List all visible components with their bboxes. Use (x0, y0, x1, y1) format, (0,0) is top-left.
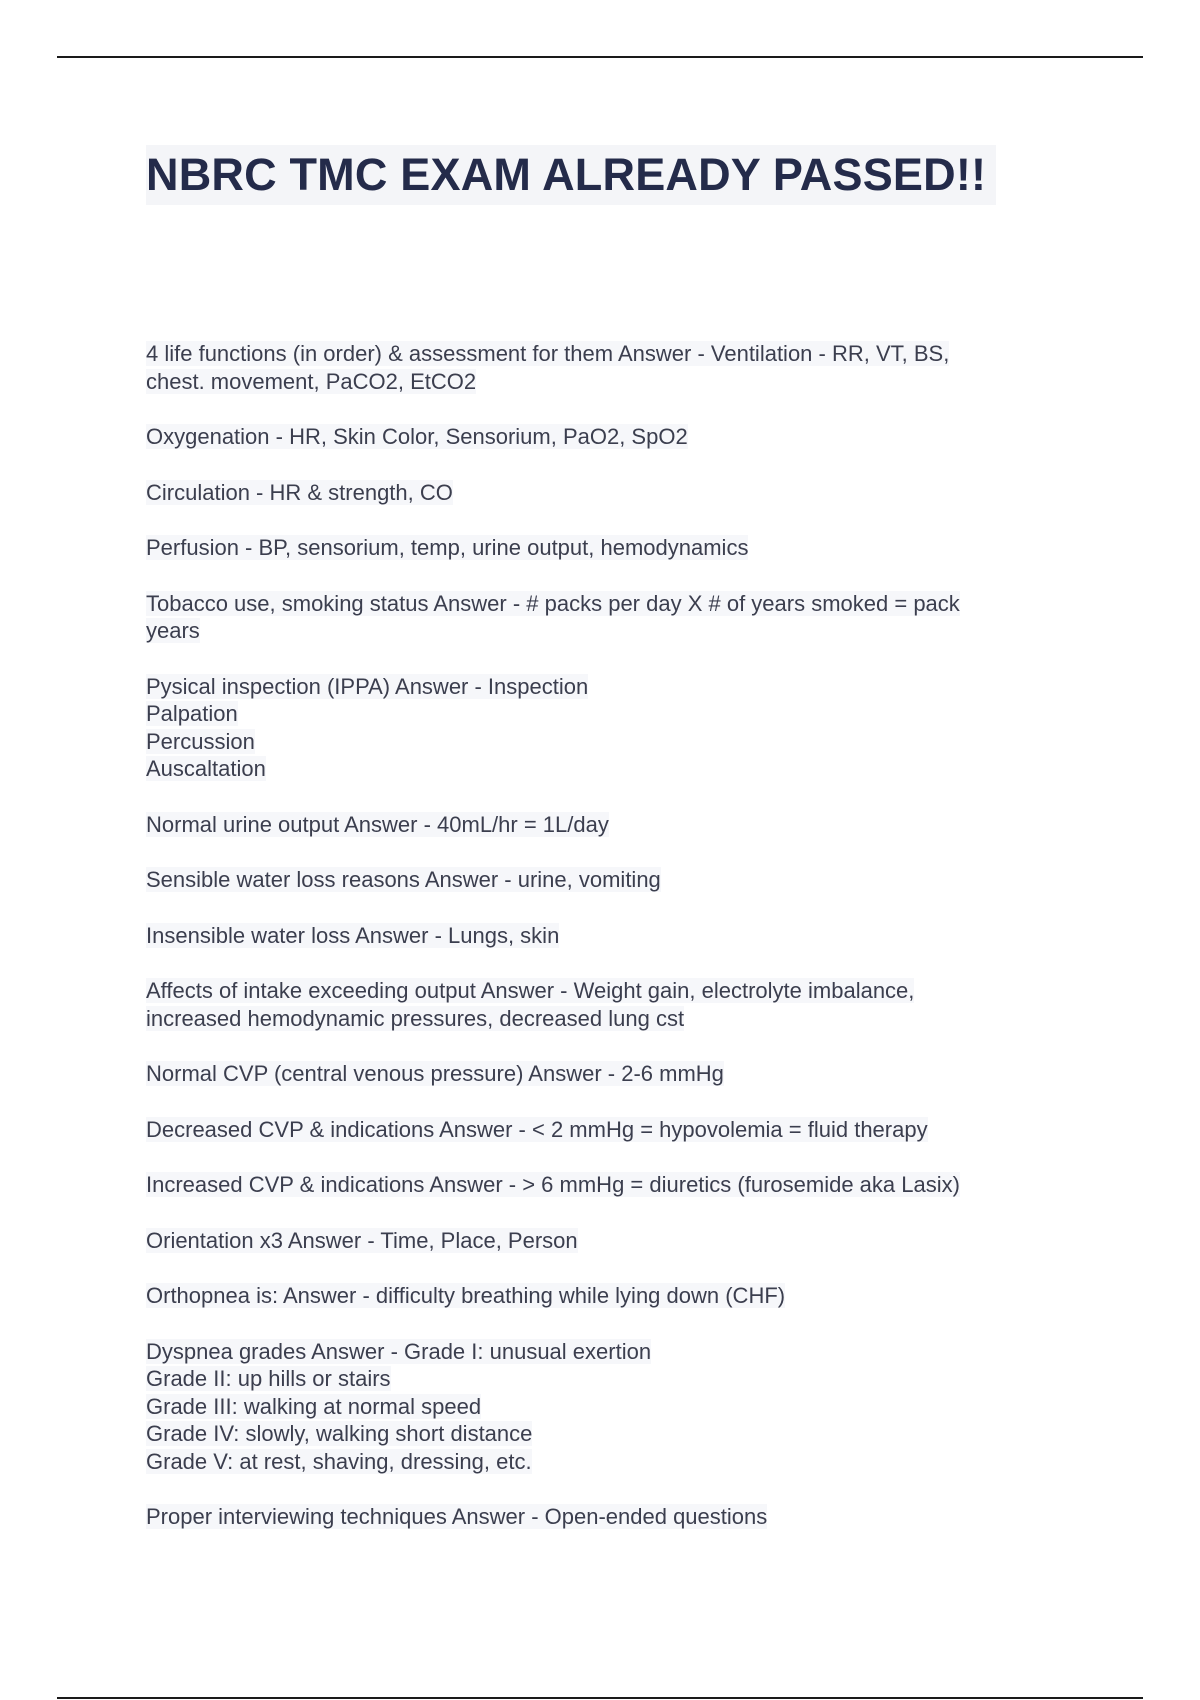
qa-entry-line (146, 811, 1066, 839)
qa-entry-line (146, 617, 1066, 645)
qa-entry-text: Oxygenation - HR, Skin Color, Sensorium, PaO2, SpO2 (146, 424, 688, 449)
qa-entry (146, 1227, 1066, 1255)
qa-entry-line (146, 534, 1066, 562)
qa-list (146, 340, 1066, 1559)
qa-entry-line (146, 866, 1066, 894)
qa-entry-line (146, 673, 1066, 701)
qa-entry (146, 1171, 1066, 1199)
qa-entry (146, 1116, 1066, 1144)
qa-entry-line (146, 1227, 1066, 1255)
qa-entry-line (146, 700, 1066, 728)
qa-entry-text: Palpation (146, 701, 238, 726)
qa-entry-text: Increased CVP & indications Answer - > 6 mmHg = diuretics (furosemide aka Lasix) (146, 1172, 960, 1197)
qa-entry-text: Circulation - HR & strength, CO (146, 479, 453, 505)
top-rule (57, 56, 1143, 58)
qa-entry-text: 4 life functions (in order) & assessment for them Answer - Ventilation - RR, VT, BS, (146, 341, 950, 366)
qa-entry-text: increased hemodynamic pressures, decreased lung cst (146, 1005, 685, 1031)
bottom-rule (57, 1697, 1143, 1699)
qa-entry-line (146, 479, 1066, 507)
qa-entry-text: years (146, 618, 200, 643)
qa-entry-line (146, 1420, 1066, 1448)
qa-entry-text: Percussion (146, 728, 255, 754)
qa-entry (146, 866, 1066, 894)
qa-entry-text: Dyspnea grades Answer - Grade I: unusual exertion (146, 1338, 652, 1364)
qa-entry-line (146, 977, 1066, 1005)
qa-entry (146, 340, 1066, 395)
qa-entry-text: Orientation x3 Answer - Time, Place, Person (146, 1227, 578, 1253)
qa-entry (146, 977, 1066, 1032)
qa-entry-line (146, 1116, 1066, 1144)
qa-entry-line (146, 590, 1066, 618)
qa-entry-line (146, 1503, 1066, 1531)
qa-entry-line (146, 1005, 1066, 1033)
qa-entry-line (146, 755, 1066, 783)
qa-entry-text: Normal urine output Answer - 40mL/hr = 1L/day (146, 811, 609, 837)
qa-entry-text: Perfusion - BP, sensorium, temp, urine output, hemodynamics (146, 535, 749, 560)
qa-entry-text: Auscaltation (146, 756, 266, 781)
qa-entry-text: Sensible water loss reasons Answer - urine, vomiting (146, 867, 661, 892)
qa-entry-text: Decreased CVP & indications Answer - < 2 mmHg = hypovolemia = fluid therapy (146, 1116, 928, 1142)
qa-entry (146, 1338, 1066, 1476)
qa-entry-text: Grade IV: slowly, walking short distance (146, 1421, 533, 1446)
qa-entry (146, 811, 1066, 839)
qa-entry-text: Insensible water loss Answer - Lungs, skin (146, 922, 560, 948)
qa-entry (146, 1282, 1066, 1310)
qa-entry-line (146, 1448, 1066, 1476)
qa-entry (146, 479, 1066, 507)
qa-entry (146, 423, 1066, 451)
qa-entry-text: Pysical inspection (IPPA) Answer - Inspection (146, 673, 589, 699)
qa-entry-text: chest. movement, PaCO2, EtCO2 (146, 368, 477, 394)
page-title: NBRC TMC EXAM ALREADY PASSED!! (146, 145, 996, 205)
qa-entry-line (146, 728, 1066, 756)
qa-entry-text: Grade II: up hills or stairs (146, 1366, 391, 1391)
qa-entry-text: Orthopnea is: Answer - difficulty breathing while lying down (CHF) (146, 1283, 786, 1308)
qa-entry-text: Tobacco use, smoking status Answer - # packs per day X # of years smoked = pack (146, 590, 960, 616)
qa-entry-text: Grade V: at rest, shaving, dressing, etc. (146, 1448, 532, 1474)
qa-entry-line (146, 1060, 1066, 1088)
qa-entry-text: Proper interviewing techniques Answer - Open-ended questions (146, 1504, 768, 1529)
qa-entry-line (146, 1365, 1066, 1393)
qa-entry-text: Normal CVP (central venous pressure) Answer - 2-6 mmHg (146, 1061, 724, 1086)
qa-entry-line (146, 922, 1066, 950)
qa-entry-line (146, 368, 1066, 396)
qa-entry-line (146, 1338, 1066, 1366)
qa-entry (146, 534, 1066, 562)
qa-entry-line (146, 1282, 1066, 1310)
qa-entry-text: Grade III: walking at normal speed (146, 1393, 482, 1419)
qa-entry (146, 922, 1066, 950)
qa-entry (146, 1060, 1066, 1088)
qa-entry-line (146, 1393, 1066, 1421)
qa-entry-line (146, 340, 1066, 368)
qa-entry-text: Affects of intake exceeding output Answer - Weight gain, electrolyte imbalance, (146, 978, 915, 1003)
qa-entry (146, 1503, 1066, 1531)
qa-entry-line (146, 1171, 1066, 1199)
qa-entry (146, 590, 1066, 645)
qa-entry (146, 673, 1066, 783)
qa-entry-line (146, 423, 1066, 451)
